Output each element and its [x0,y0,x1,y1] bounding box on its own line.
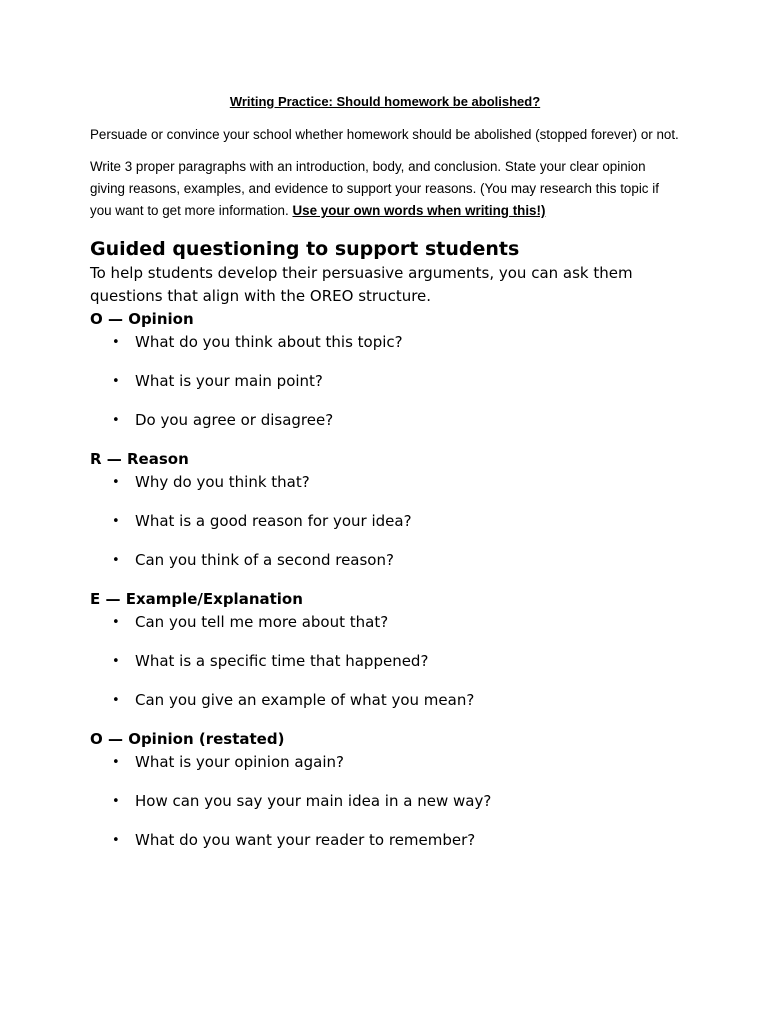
question-text: Can you tell me more about that? [135,613,389,631]
question-list-opinion-restated [90,751,680,852]
question-text: What is a specific time that happened? [135,652,429,670]
bullet-icon: • [112,794,120,809]
question-text: Do you agree or disagree? [135,411,334,429]
prompt-paragraph-2 [90,156,680,222]
section-label-opinion: O — Opinion [90,310,194,328]
guided-questioning-heading: Guided questioning to support students [90,238,520,260]
bullet-icon: • [112,335,120,350]
question-text: Why do you think that? [135,473,310,491]
question-text: Can you give an example of what you mean? [135,691,475,709]
list-item [90,510,680,533]
question-text: What do you want your reader to remember? [135,831,476,849]
document-page [90,92,680,868]
list-item [90,689,680,712]
list-item [90,829,680,852]
prompt-2-text: Write 3 proper paragraphs with an introduction, body, and conclusion. State your clear opinion giving reasons, examples, and evidence to support your reasons. (You may research this topic if you want to get more information. [90,159,659,218]
prompt-paragraph-1 [90,124,680,146]
bullet-icon: • [112,475,120,490]
document-title: Writing Practice: Should homework be abolished? [229,94,541,109]
bullet-icon: • [112,833,120,848]
question-text: What is your opinion again? [135,753,344,771]
bullet-icon: • [112,553,120,568]
list-item [90,471,680,494]
prompt-2-emphasis: Use your own words when writing this!) [292,203,546,218]
question-list-reason [90,471,680,572]
intro-paragraph: To help students develop their persuasive arguments, you can ask them questions that align with the OREO structure. [90,264,633,305]
question-text: Can you think of a second reason? [135,551,394,569]
bullet-icon: • [112,514,120,529]
bullet-icon: • [112,693,120,708]
question-text: What do you think about this topic? [135,333,403,351]
question-text: What is your main point? [135,372,323,390]
question-list-opinion [90,331,680,432]
bullet-icon: • [112,654,120,669]
section-label-reason: R — Reason [90,450,189,468]
bullet-icon: • [112,755,120,770]
section-label-example: E — Example/Explanation [90,590,303,608]
list-item [90,650,680,673]
list-item [90,409,680,432]
list-item [90,751,680,774]
list-item [90,370,680,393]
section-label-opinion-restated: O — Opinion (restated) [90,730,285,748]
bullet-icon: • [112,413,120,428]
question-list-example [90,611,680,712]
list-item [90,331,680,354]
list-item [90,611,680,634]
question-text: What is a good reason for your idea? [135,512,412,530]
question-text: How can you say your main idea in a new way? [135,792,492,810]
bullet-icon: • [112,615,120,630]
prompt-1-text: Persuade or convince your school whether homework should be abolished (stopped forever) or not. [90,127,679,142]
bullet-icon: • [112,374,120,389]
list-item [90,790,680,813]
list-item [90,549,680,572]
